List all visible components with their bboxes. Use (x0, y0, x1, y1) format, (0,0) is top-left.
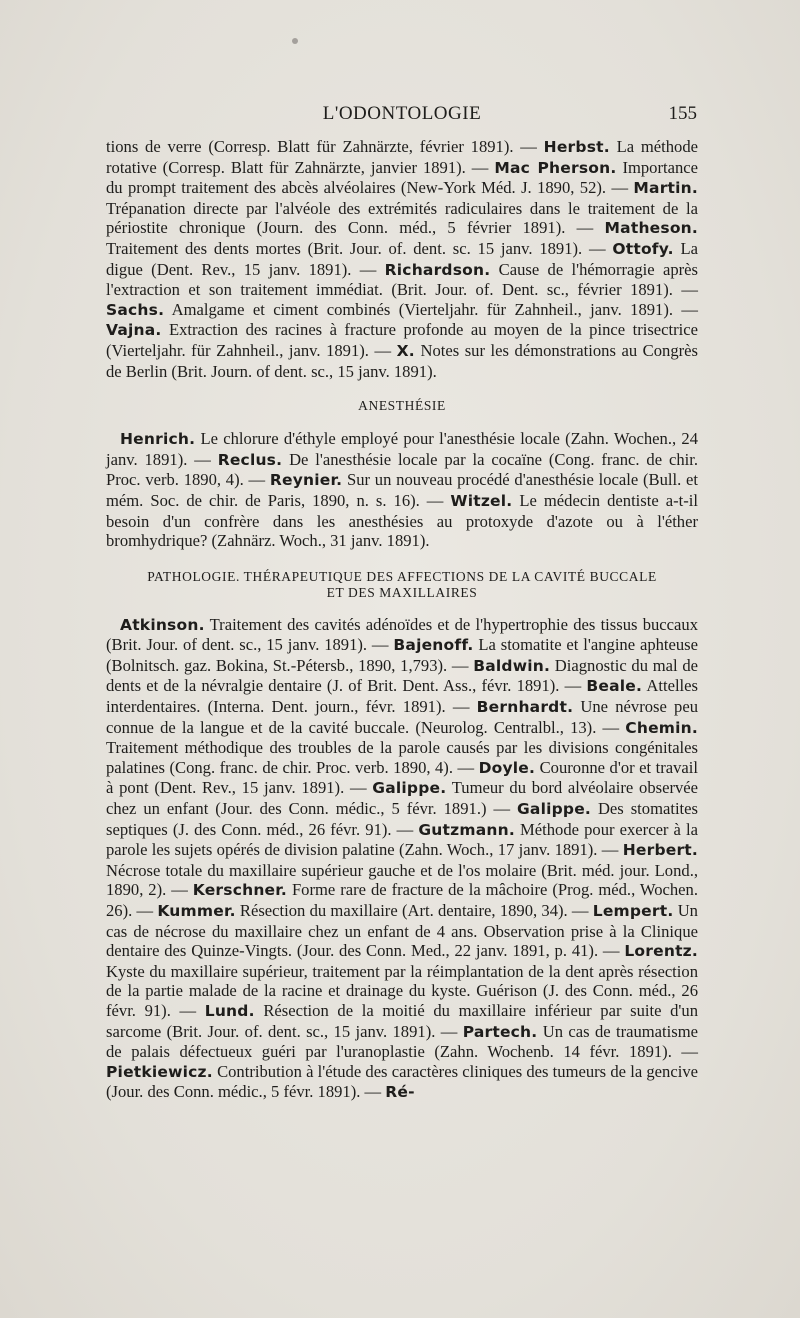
author-name: Martin. (633, 179, 698, 198)
author-name: Galippe. (517, 800, 591, 819)
author-name: Vajna. (106, 321, 162, 340)
citation-text: Résection de la moitié du maxillaire inférieur par suite d'un sarcome (Brit. Jour. of. dent. sc., 15 janv. 1891). — (106, 1000, 698, 1041)
section-heading-pathology-line2: ET DES MAXILLAIRES (326, 584, 478, 600)
section-dental-therapy-text (106, 137, 698, 381)
citation-text: Diagnostic du mal de dents et de la névralgie dentaire (J. of Brit. Dent. Ass., févr. 1891). — (106, 655, 699, 696)
citation-text: Le chlorure d'éthyle employé pour l'anesthésie locale (Zahn. Wochen., 24 janv. 1891). — (106, 429, 698, 469)
section-heading-pathology (106, 569, 698, 601)
author-name: Kummer. (157, 902, 236, 920)
author-name: Beale. (586, 677, 643, 696)
author-name: Herbst. (543, 138, 610, 156)
citation-text: Extraction des racines à fracture profonde au moyen de la pince trisectrice (Vierteljahr. für Zahnheil., janv. 1891). — (106, 320, 698, 360)
citation-text: La digue (Dent. Rev., 15 janv. 1891). — (106, 238, 698, 279)
author-name: Doyle. (478, 758, 536, 777)
running-head: L'ODONTOLOGIE (322, 103, 482, 124)
author-name: Lempert. (592, 902, 674, 920)
citation-text: Traitement méthodique des troubles de la parole causés par les divisions congénitales palatines (Cong. franc. de chir. Proc. verb. 1890, 4). — (106, 738, 698, 777)
citation-text: Kyste du maxillaire supérieur, traitement par la réimplantation de la dent après résection de la partie malade de la racine et drainage du kyste. Guérison (J. des Conn. méd., 26 févr. 91). — (106, 961, 698, 1020)
author-name: Matheson. (604, 219, 698, 238)
citation-text: Tumeur du bord alvéolaire observée chez un enfant (Jour. des Conn. médic., 5 févr. 1891.) — (106, 778, 698, 819)
citation-text: Amalgame et ciment combinés (Vierteljahr. für Zahnheil., janv. 1891). — (164, 299, 698, 319)
citation-text: Nécrose totale du maxillaire supérieur gauche et de l'os molaire (Brit. méd. jour. Lond., 1890, 2). — (106, 860, 698, 900)
author-name: Reclus. (217, 450, 283, 469)
page-body (106, 137, 698, 1103)
author-name: X. (396, 341, 415, 360)
citation-text: De l'anesthésie locale par la cocaïne (Cong. franc. de chir. Proc. verb. 1890, 4). — (106, 449, 698, 490)
author-name: Lund. (204, 1001, 255, 1020)
section-anesthesia-text (106, 429, 698, 551)
citation-text: Forme rare de fracture de la mâchoire (Prog. méd., Wochen. 26). — (106, 880, 698, 920)
citation-text: Un cas de nécrose du maxillaire chez un enfant de 4 ans. Observation prise à la Clinique dentaire des Quinze-Vingts. (Jour. des Conn. Med., 22 janv. 1891, p. 41). — (106, 901, 698, 961)
author-name: Sachs. (106, 300, 165, 319)
citation-text: Résection du maxillaire (Art. dentaire, 1890, 34). — (235, 901, 593, 920)
citation-text: Une névrose peu connue de la langue et de la cavité buccale. (Neurolog. Centralbl., 13). — (106, 697, 698, 737)
citation-text: La méthode rotative (Corresp. Blatt für Zahnärzte, janvier 1891). — (106, 137, 699, 177)
citation-text: Contribution à l'étude des caractères cliniques des tumeurs de la gencive (Jour. des Conn. médic., 5 févr. 1891). — (106, 1061, 698, 1102)
section-heading-pathology-line1: PATHOLOGIE. THÉRAPEUTIQUE DES AFFECTIONS DE LA CAVITÉ BUCCALE (147, 568, 657, 584)
author-name: Ré- (385, 1083, 415, 1102)
citation-text: Notes sur les démonstrations au Congrès de Berlin (Brit. Journ. of dent. sc., 15 janv. 1891). (106, 340, 698, 381)
citation-text: Trépanation directe par l'alvéole des extrémités radiculaires dans le traitement de la périostite chronique (Journ. des Conn. méd., 5 février 1891). — (106, 198, 698, 238)
citation-text: Sur un nouveau procédé d'anesthésie locale (Bull. et mém. Soc. de chir. de Paris, 1890, n. s. 16). — (106, 470, 698, 510)
author-name: Richardson. (384, 260, 491, 279)
author-name: Herbert. (622, 841, 698, 860)
author-name: Ottofy. (612, 239, 674, 258)
page-number: 155 (668, 103, 697, 124)
author-name: Bernhardt. (476, 698, 574, 717)
author-name: Bajenoff. (393, 636, 474, 655)
author-name: Kerschner. (192, 881, 287, 900)
citation-text: tions de verre (Corresp. Blatt für Zahnärzte, février 1891). — (106, 137, 544, 156)
author-name: Henrich. (120, 430, 196, 449)
citation-text: Attelles interdentaires. (Interna. Dent. journ., févr. 1891). — (106, 676, 698, 717)
author-name: Witzel. (450, 491, 513, 510)
author-name: Mac Pherson. (494, 158, 617, 177)
print-speck (292, 38, 298, 44)
citation-text: Un cas de traumatisme de palais défectueux guéri par l'uranoplastie (Zahn. Wochenb. 14 févr. 1891). — (106, 1021, 698, 1062)
citation-text: Couronne d'or et travail à pont (Dent. Rev., 15 janv. 1891). — (106, 757, 698, 798)
section-pathology-text (106, 615, 698, 1103)
page-header (107, 103, 697, 129)
author-name: Gutzmann. (418, 820, 515, 839)
author-name: Chemin. (625, 718, 698, 737)
author-name: Lorentz. (624, 942, 698, 961)
author-name: Baldwin. (473, 656, 551, 675)
citation-text: La stomatite et l'angine aphteuse (Bolnitsch. gaz. Bokina, St.-Pétersb., 1890, 1,793). — (106, 635, 699, 675)
citation-text: Le médecin dentiste a-t-il besoin d'un confrère dans les anesthésies au protoxyde d'azote ou à l'éther bromhydrique? (Zahnärz. Woch., 31 janv. 1891). (106, 490, 698, 551)
citation-text: Traitement des cavités adénoïdes et de l'hypertrophie des tissus buccaux (Brit. Jour. of dent. sc., 15 janv. 1891). — (106, 614, 698, 655)
author-name: Partech. (462, 1022, 538, 1041)
author-name: Atkinson. (120, 615, 205, 634)
citation-text: Des stomatites septiques (J. des Conn. méd., 26 févr. 91). — (106, 799, 698, 839)
citation-text: Traitement des dents mortes (Brit. Jour. of. dent. sc. 15 janv. 1891). — (106, 238, 613, 258)
section-heading-anesthesia: ANESTHÉSIE (358, 398, 446, 414)
author-name: Pietkiewicz. (106, 1062, 213, 1081)
author-name: Reynier. (269, 471, 343, 490)
citation-text: Cause de l'hémorragie après l'extraction et son traitement immédiat. (Brit. Jour. of. Dent. sc., février 1891). — (106, 259, 698, 300)
citation-text: Méthode pour exercer à la parole les sujets opérés de division palatine (Zahn. Woch., 17 janv. 1891). — (106, 819, 699, 860)
author-name: Galippe. (372, 779, 447, 798)
citation-text: Importance du prompt traitement des abcès alvéolaires (New-York Méd. J. 1890, 52). — (106, 157, 698, 198)
